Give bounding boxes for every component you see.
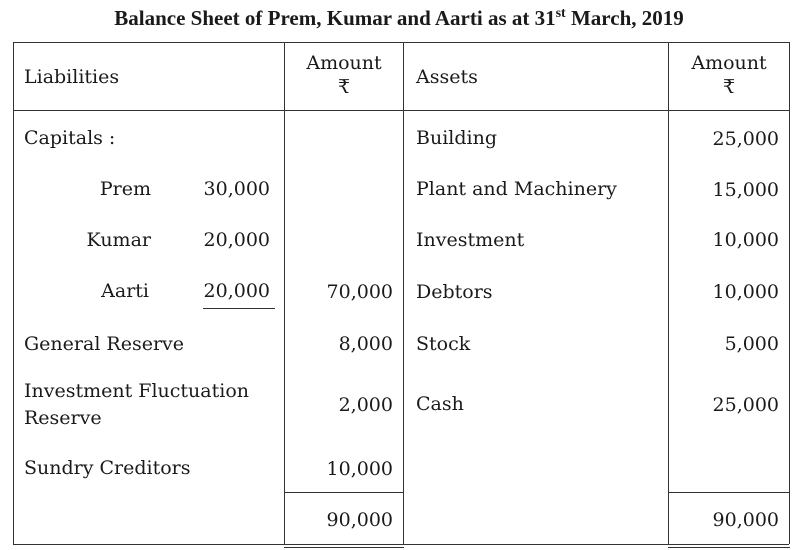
sundry-creditors-label: Sundry Creditors [24, 457, 191, 479]
asset-label: Investment [416, 229, 525, 251]
asset-amount: 10,000 [712, 281, 779, 303]
asset-amount: 25,000 [712, 394, 779, 416]
header-currency-right: ₹ [722, 76, 736, 98]
general-reserve-label: General Reserve [24, 333, 185, 355]
assets-total: 90,000 [712, 509, 779, 531]
liabilities-total: 90,000 [326, 509, 393, 531]
table-right-border [789, 42, 790, 544]
ifr-amount: 2,000 [338, 394, 393, 416]
capitals-label: Capitals : [24, 127, 116, 149]
asset-amount: 15,000 [712, 179, 779, 201]
asset-amount: 10,000 [712, 229, 779, 251]
sundry-creditors-amount: 10,000 [326, 458, 393, 480]
header-liabilities: Liabilities [24, 66, 120, 88]
liabilities-total-double-rule [284, 547, 404, 548]
asset-amount: 25,000 [712, 128, 779, 150]
header-amount-left: Amount [306, 52, 382, 74]
capitals-total: 70,000 [326, 281, 393, 303]
capital-subtotal-underline [203, 308, 275, 309]
table-top-border [13, 42, 789, 43]
asset-label: Cash [416, 393, 464, 415]
liabilities-total-rule [284, 492, 404, 493]
table-header-rule [13, 110, 789, 111]
header-assets: Assets [416, 66, 478, 88]
header-currency-left: ₹ [337, 76, 351, 98]
title-prefix: Balance Sheet of Prem, Kumar and Aarti as at 31 [114, 6, 556, 30]
general-reserve-amount: 8,000 [338, 333, 393, 355]
partner-capital: 30,000 [203, 178, 270, 200]
table-bottom-border [13, 544, 789, 545]
asset-label: Stock [416, 333, 471, 355]
asset-amount: 5,000 [724, 333, 779, 355]
partner-capital: 20,000 [203, 229, 270, 251]
ifr-label-line2: Reserve [24, 407, 102, 429]
ifr-label-line1: Investment Fluctuation [24, 380, 250, 402]
header-amount-right: Amount [691, 52, 767, 74]
asset-label: Building [416, 127, 497, 149]
asset-label: Debtors [416, 281, 493, 303]
column-divider-2 [403, 42, 404, 544]
asset-label: Plant and Machinery [416, 178, 617, 200]
assets-total-double-rule [668, 547, 790, 548]
partner-name: Kumar [86, 229, 151, 251]
table-left-border [13, 42, 14, 544]
document-title [0, 6, 798, 31]
partner-name: Aarti [101, 280, 149, 302]
title-suffix: March, 2019 [565, 6, 684, 30]
title-superscript: st [555, 6, 566, 21]
partner-name: Prem [99, 178, 151, 200]
assets-total-rule [668, 492, 790, 493]
partner-capital: 20,000 [203, 280, 270, 302]
